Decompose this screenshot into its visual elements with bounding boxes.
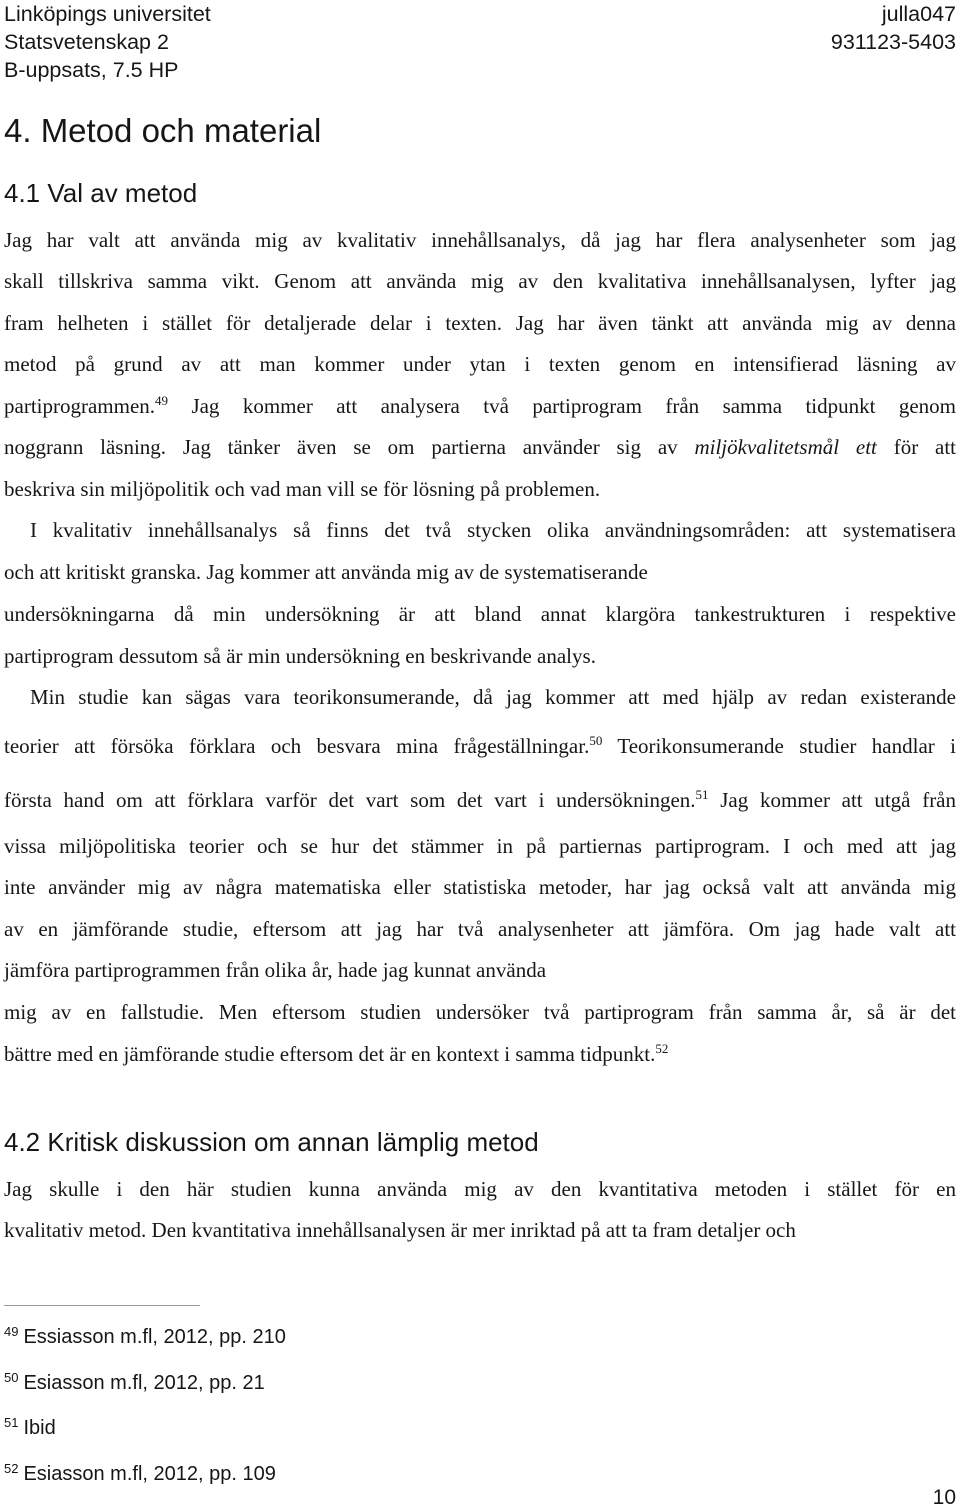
text-line: mig av en fallstudie. Men eftersom studien undersöker två partiprogram från samma år, så är det: [4, 1000, 956, 1024]
text-fragment: Jag kommer att analysera två partiprogram från samma tidpunkt genom: [191, 394, 957, 418]
footnote-number: 52: [4, 1461, 19, 1476]
footnote-number: 50: [4, 1370, 19, 1385]
page-number: 10: [932, 1486, 956, 1509]
text-line: kvalitativ metod. Den kvantitativa innehållsanalysen är mer inriktad på att ta fram detaljer och: [4, 1218, 796, 1242]
footnote-ref-50: 50: [589, 733, 603, 748]
footnote-text: Essiasson m.fl, 2012, pp. 210: [23, 1326, 286, 1348]
footnote-item: [4, 1324, 286, 1350]
text-line: vissa miljöpolitiska teorier och se hur det stämmer in på partiernas partiprogram. I och med att jag: [4, 834, 956, 858]
text-line: [4, 1040, 956, 1068]
footnote-text: Esiasson m.fl, 2012, pp. 21: [23, 1372, 265, 1394]
subsection-title-1: 4.1 Val av metod: [4, 178, 198, 208]
footnote-ref-49: 49: [155, 393, 169, 408]
text-line: [4, 433, 956, 461]
text-line: Min studie kan sägas vara teorikonsumerande, då jag kommer att med hjälp av redan existerande: [30, 685, 956, 709]
text-line: av en jämförande studie, eftersom att jag har två analysenheter att jämföra. Om jag hade valt att: [4, 917, 956, 941]
footnote-item: [4, 1415, 56, 1441]
text-line: metod på grund av att man kommer under ytan i texten genom en intensifierad läsning av: [4, 352, 956, 376]
page-header: [4, 0, 956, 84]
text-line: undersökningarna då min undersökning är att bland annat klargöra tankestrukturen i respektive: [4, 602, 956, 626]
footnote-item: [4, 1461, 276, 1487]
text-line: och att kritiskt granska. Jag kommer att använda mig av de systematiserande: [4, 560, 648, 584]
text-fragment: partiprogrammen.: [4, 394, 156, 418]
course-level: B-uppsats, 7.5 HP: [4, 58, 179, 82]
text-line: [4, 392, 956, 420]
text-line: fram helheten i stället för detaljerade delar i texten. Jag har även tänkt att använda mig av denna: [4, 311, 956, 335]
footnote-item: [4, 1370, 265, 1396]
footnote-ref-52: 52: [655, 1041, 669, 1056]
text-line: Jag har valt att använda mig av kvalitativ innehållsanalys, då jag har flera analysenheter som jag: [4, 228, 956, 252]
text-fragment: Jag kommer att utgå från: [720, 788, 957, 812]
university-name: Linköpings universitet: [4, 2, 211, 26]
footnote-text: Ibid: [23, 1417, 56, 1439]
header-row-1: [4, 0, 956, 28]
footnote-number: 51: [4, 1415, 19, 1430]
text-line: beskriva sin miljöpolitik och vad man vill se för lösning på problemen.: [4, 477, 601, 501]
text-fragment: teorier att försöka förklara och besvara mina frågeställningar.: [4, 734, 590, 758]
text-fragment: för att: [893, 435, 957, 459]
header-row-3: [4, 56, 956, 84]
personal-number: 931123-5403: [830, 30, 956, 54]
text-line: I kvalitativ innehållsanalys så finns det två stycken olika användningsområden: att systematisera: [30, 518, 956, 542]
footnote-number: 49: [4, 1324, 19, 1339]
text-line: skall tillskriva samma vikt. Genom att använda mig av den kvalitativa innehållsanalysen, lyfter jag: [4, 269, 956, 293]
course-name: Statsvetenskap 2: [4, 30, 169, 54]
text-fragment: första hand om att förklara varför det vart som det vart i undersökningen.: [4, 788, 696, 812]
text-line: partiprogram dessutom så är min undersökning en beskrivande analys.: [4, 644, 596, 668]
footnote-ref-51: 51: [695, 787, 709, 802]
emphasis-text: miljökvalitetsmål ett: [694, 435, 877, 459]
footnote-text: Esiasson m.fl, 2012, pp. 109: [23, 1463, 276, 1485]
subsection-title-2: 4.2 Kritisk diskussion om annan lämplig metod: [4, 1127, 539, 1157]
text-line: Jag skulle i den här studien kunna använda mig av den kvantitativa metoden i stället för en: [4, 1177, 956, 1201]
text-line: jämföra partiprogrammen från olika år, hade jag kunnat använda: [4, 958, 547, 982]
text-fragment: bättre med en jämförande studie eftersom det är en kontext i samma tidpunkt.: [4, 1042, 656, 1066]
footnote-divider: [4, 1305, 200, 1306]
user-id: julla047: [881, 2, 956, 26]
text-line: [4, 786, 956, 814]
section-title: 4. Metod och material: [4, 112, 322, 149]
text-fragment: noggrann läsning. Jag tänker även se om partierna använder sig av: [4, 435, 678, 459]
header-row-2: [4, 28, 956, 56]
text-line: inte använder mig av några matematiska eller statistiska metoder, har jag också valt att använda mig: [4, 875, 956, 899]
text-fragment: Teorikonsumerande studier handlar i: [617, 734, 957, 758]
text-line: [4, 732, 956, 760]
